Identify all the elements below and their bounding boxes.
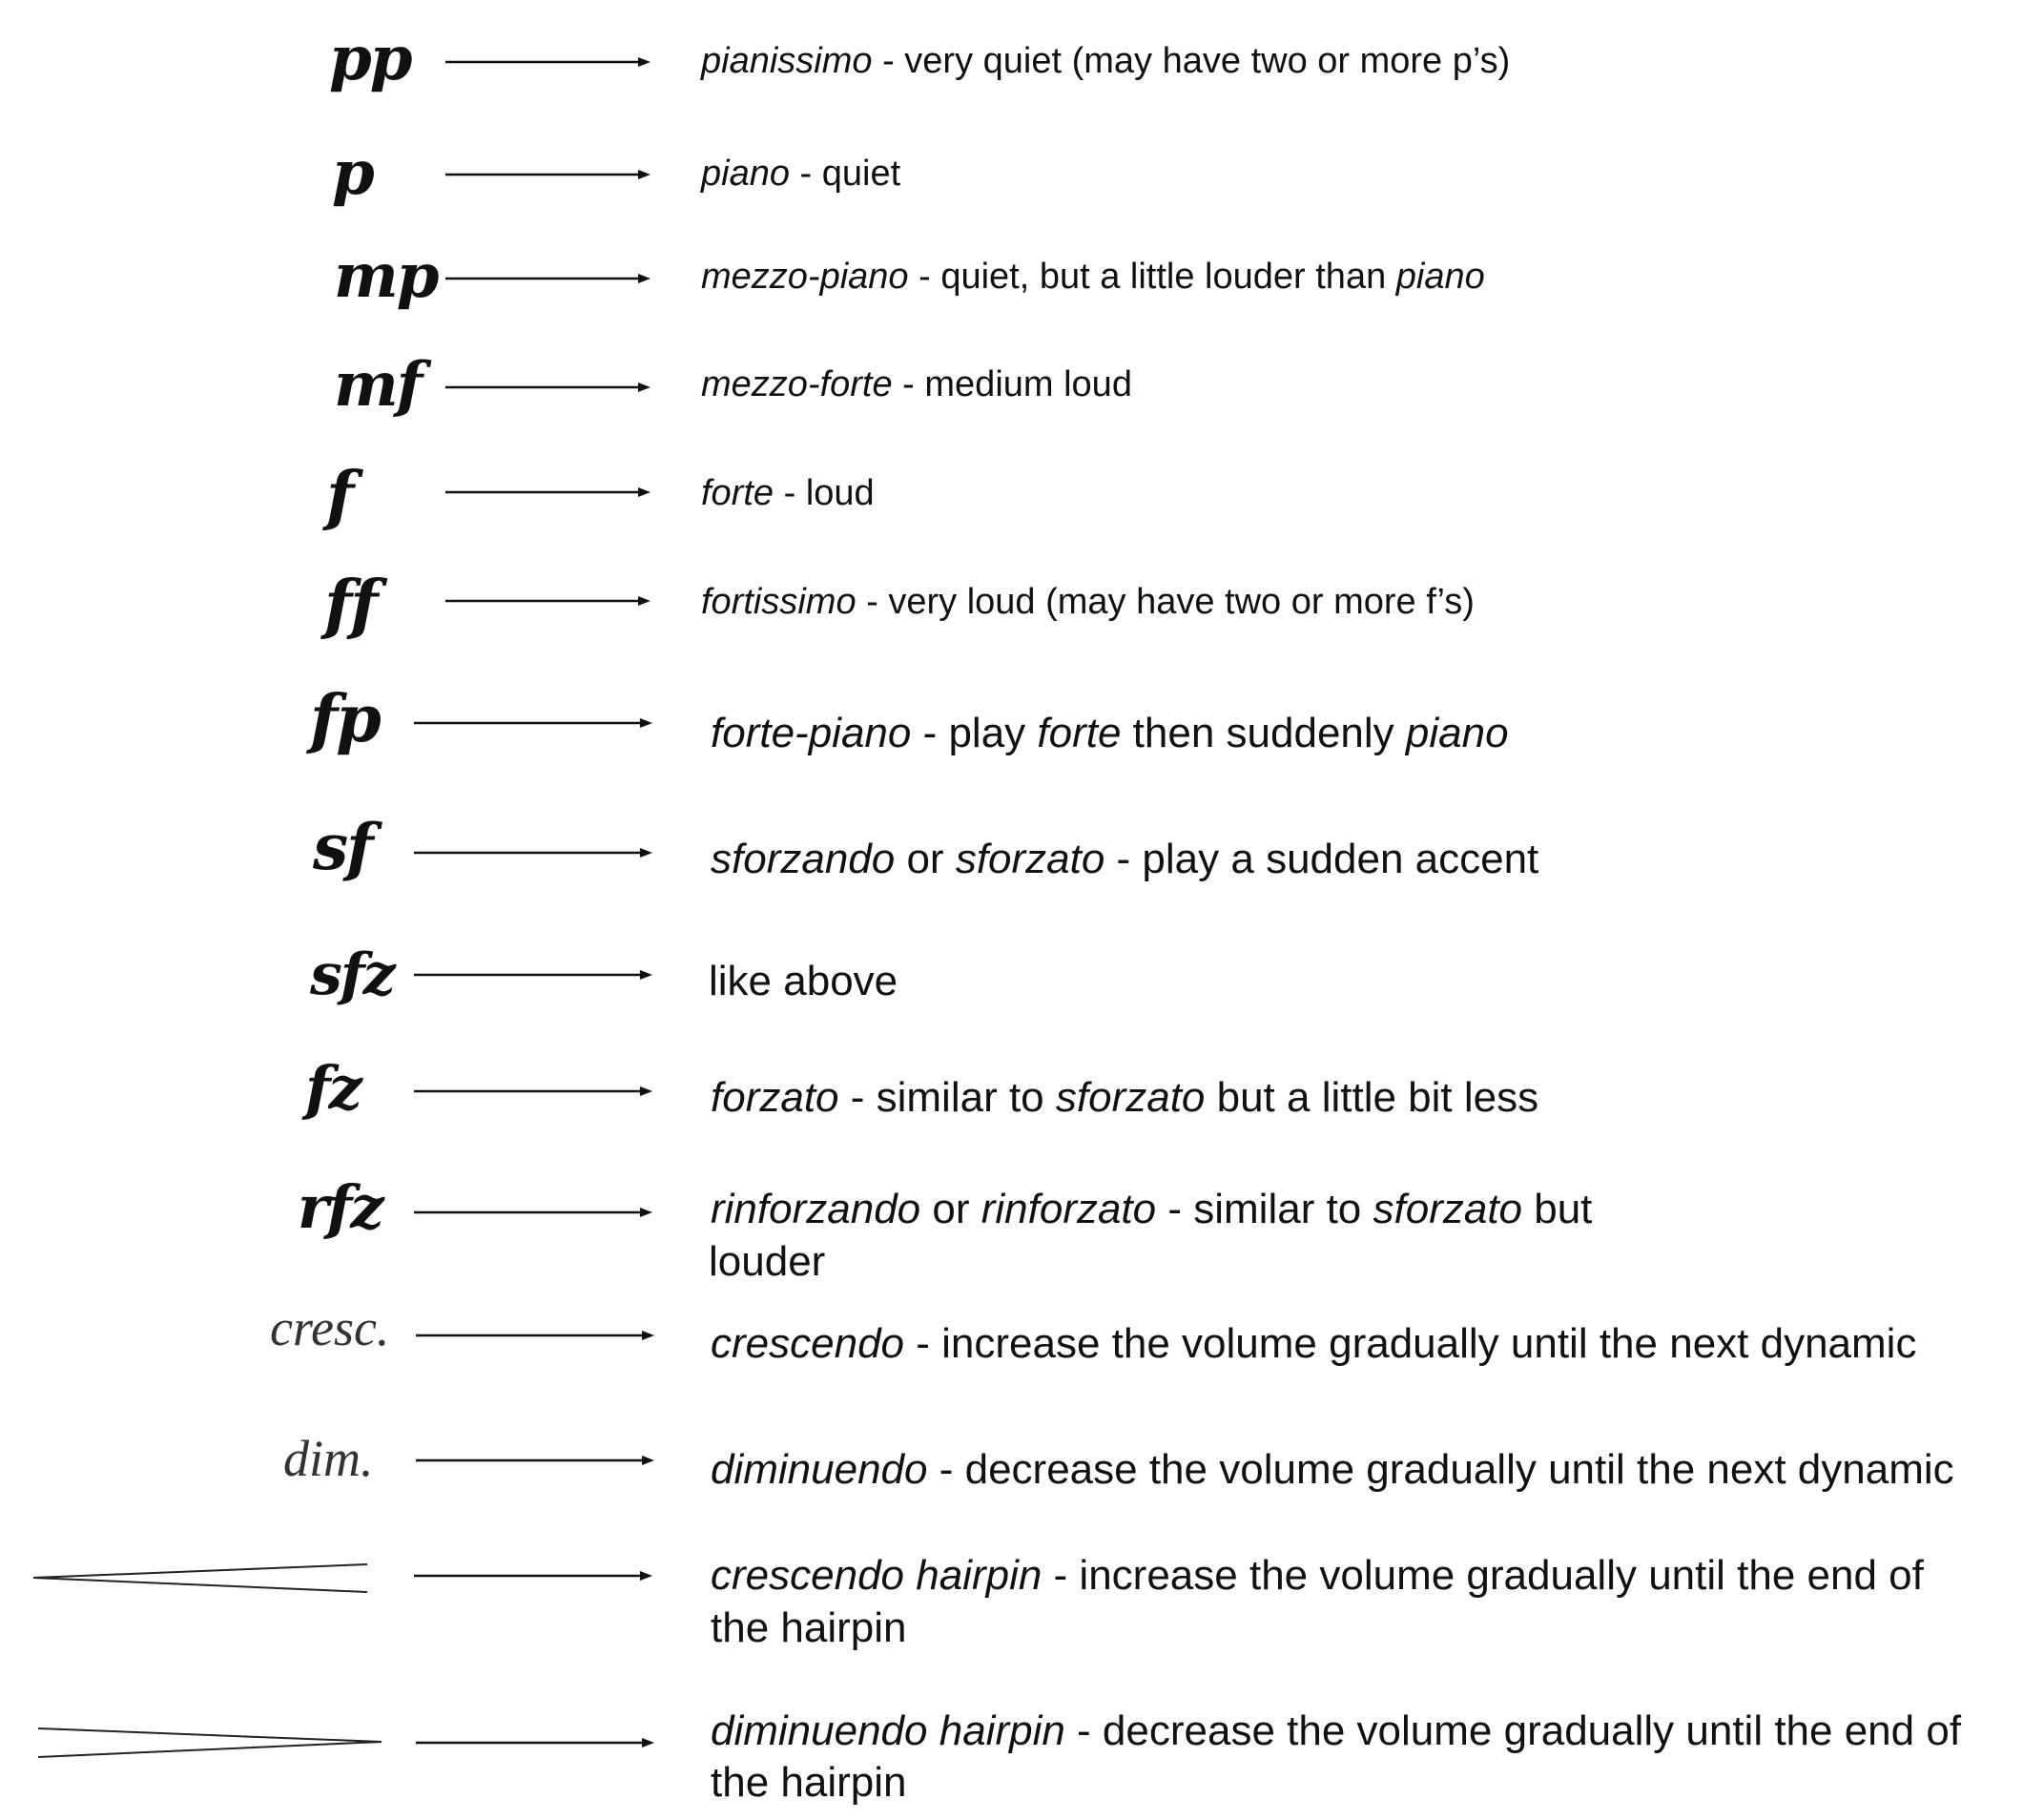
dynamic-description: pianissimo - very quiet (may have two or more p’s) xyxy=(701,41,1511,81)
dynamic-symbol-cresc: cresc. xyxy=(270,1299,390,1356)
arrow-icon xyxy=(414,714,652,733)
dynamic-description: like above xyxy=(709,958,898,1004)
arrow-icon xyxy=(414,1566,652,1585)
dynamic-symbol-rfz: rfz xyxy=(298,1172,382,1242)
arrow-icon xyxy=(416,1733,654,1752)
dynamic-symbol-sf: sf xyxy=(313,810,372,884)
dynamic-description: sforzando or sforzato - play a sudden accent xyxy=(711,836,1539,882)
dynamic-symbol-mp: mp xyxy=(334,240,438,312)
dynamic-description: crescendo - increase the volume gradually until the next dynamic xyxy=(711,1320,1917,1367)
arrow-icon xyxy=(445,591,650,610)
dynamic-description: crescendo hairpin - increase the volume gradually until the end of xyxy=(711,1552,1924,1599)
arrow-icon xyxy=(414,1082,652,1101)
arrow-icon xyxy=(414,843,652,862)
dynamic-description: fortissimo - very loud (may have two or more f’s) xyxy=(701,582,1475,622)
arrow-icon xyxy=(445,269,650,288)
dynamic-description: forte - loud xyxy=(701,473,875,513)
dynamic-symbol-p: p xyxy=(332,137,373,209)
dynamic-symbol-ff: ff xyxy=(324,567,377,643)
arrow-icon xyxy=(416,1326,654,1345)
dynamic-description: mezzo-piano - quiet, but a little louder than piano xyxy=(701,257,1485,297)
arrow-icon xyxy=(445,52,650,72)
dynamic-symbol-fz: fz xyxy=(305,1053,361,1123)
dynamic-description: diminuendo - decrease the volume gradually until the next dynamic xyxy=(711,1446,1954,1493)
dynamic-symbol-dim: dim. xyxy=(283,1430,374,1487)
dynamic-symbol-fp: fp xyxy=(310,681,380,757)
arrow-icon xyxy=(414,965,652,984)
dynamic-symbol-f: f xyxy=(326,458,353,534)
dynamic-symbol-pp: pp xyxy=(329,23,411,94)
arrow-icon xyxy=(445,378,650,397)
dynamic-description: rinforzando or rinforzato - similar to sforzato but xyxy=(711,1186,1593,1232)
dynamic-description: diminuendo hairpin - decrease the volume gradually until the end of xyxy=(711,1707,1962,1754)
dynamic-description: piano - quiet xyxy=(701,154,901,194)
arrow-icon xyxy=(414,1203,652,1222)
dynamic-symbol-sfz: sfz xyxy=(310,941,394,1008)
crescendo-hairpin-icon xyxy=(29,1561,372,1599)
dynamic-description-continued: the hairpin xyxy=(711,1604,907,1651)
dynamic-description: forzato - similar to sforzato but a little bit less xyxy=(711,1074,1539,1121)
dynamic-symbol-mf: mf xyxy=(334,349,422,421)
dynamic-description: forte-piano - play forte then suddenly piano xyxy=(711,710,1509,756)
arrow-icon xyxy=(445,483,650,502)
diminuendo-hairpin-icon xyxy=(33,1725,396,1763)
arrow-icon xyxy=(445,165,650,184)
arrow-icon xyxy=(416,1451,654,1470)
dynamic-description-continued: louder xyxy=(709,1238,826,1285)
dynamic-description: mezzo-forte - medium loud xyxy=(701,364,1132,404)
dynamic-description-continued: the hairpin xyxy=(711,1759,907,1806)
